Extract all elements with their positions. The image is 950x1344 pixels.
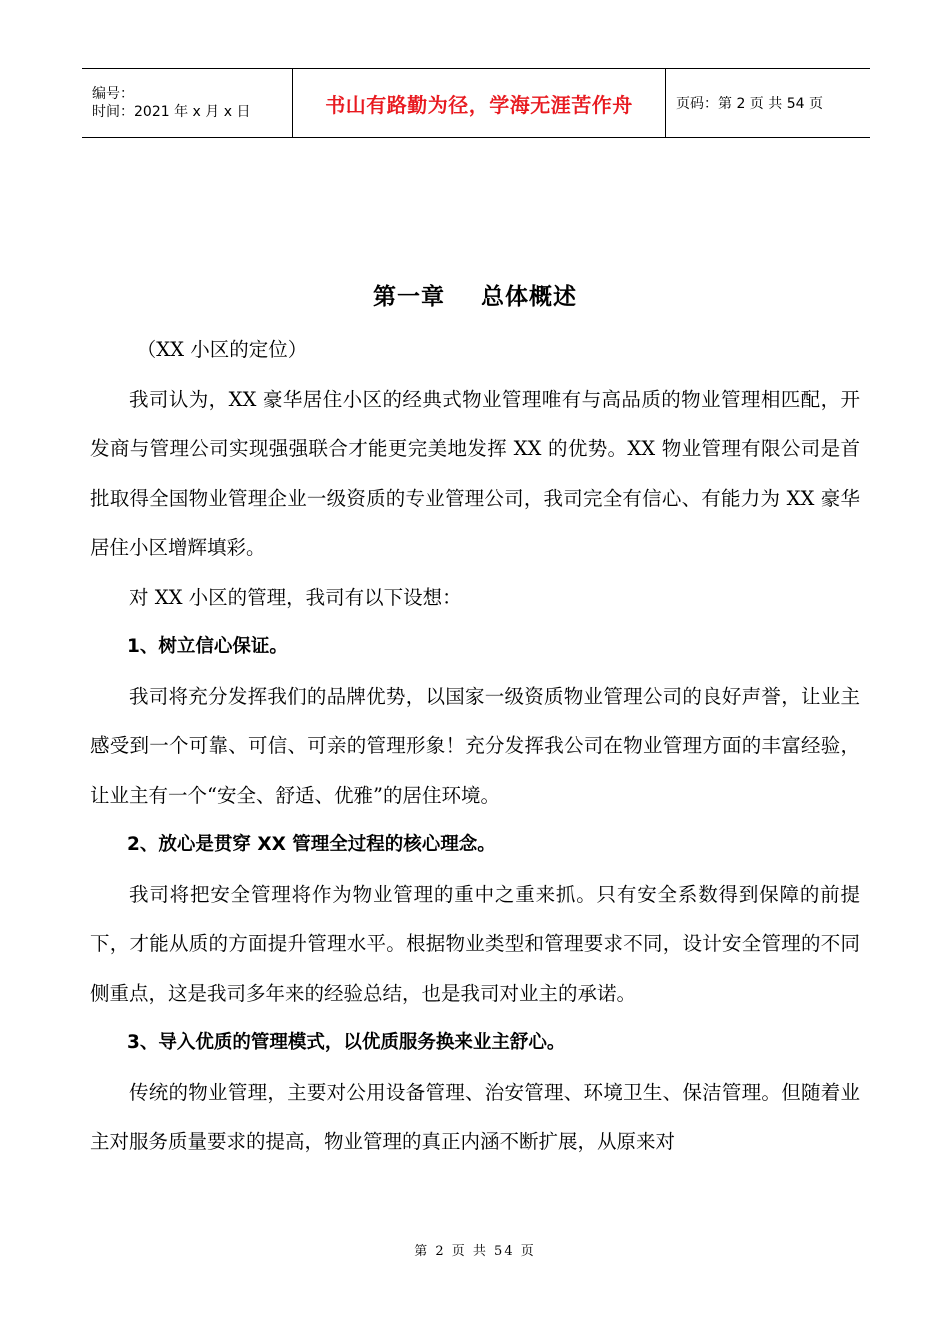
- section-heading: 1、树立信心保证。: [127, 636, 288, 657]
- paragraph: 我司认为，XX 豪华居住小区的经典式物业管理唯有与高品质的物业管理相匹配，开发商与管理公司实现强强联合才能更完美地发挥 XX 的优势。XX 物业管理有限公司是首批取得全国物业管理企业一级资质的专业管理公司，我司完全有信心、有能力为 XX 豪华居住小区增辉填彩。: [90, 387, 860, 559]
- paragraph: 传统的物业管理，主要对公用设备管理、治安管理、环境卫生、保洁管理。但随着业主对服务质量要求的提高，物业管理的真正内涵不断扩展，从原来对: [90, 1080, 860, 1153]
- number-label: 编号：: [92, 86, 134, 102]
- paragraph: 我司将把安全管理将作为物业管理的重中之重来抓。只有安全系数得到保障的前提下，才能从质的方面提升管理水平。根据物业类型和管理要求不同，设计安全管理的不同侧重点，这是我司多年来的经验总结，也是我司对业主的承诺。: [90, 882, 860, 1005]
- section-heading: 2、放心是贯穿 XX 管理全过程的核心理念。: [127, 834, 496, 855]
- chapter-title: 第一章 总体概述: [372, 284, 578, 310]
- motto: 书山有路勤为径，学海无涯苦作舟: [325, 92, 633, 117]
- document-body: [90, 325, 860, 1167]
- header-motto-cell: [292, 69, 666, 137]
- subtitle: （XX 小区的定位）: [136, 338, 308, 361]
- paragraph: 我司将充分发挥我们的品牌优势，以国家一级资质物业管理公司的良好声誉，让业主感受到一个可靠、可信、可亲的管理形象！充分发挥我公司在物业管理方面的丰富经验，让业主有一个“安全、舒适、优雅”的居住环境。: [90, 684, 860, 807]
- header-info: [82, 69, 292, 137]
- paragraph: 对 XX 小区的管理，我司有以下设想：: [129, 585, 462, 609]
- page-footer: 第 2 页 共 54 页: [414, 1244, 536, 1259]
- page-label: 页码：第 2 页 共 54 页: [676, 96, 823, 112]
- section-heading: 3、导入优质的管理模式，以优质服务换来业主舒心。: [127, 1032, 566, 1053]
- header-table: [82, 68, 870, 138]
- date-label: 时间：2021 年 x 月 x 日: [92, 104, 251, 120]
- header-page-cell: [666, 69, 870, 137]
